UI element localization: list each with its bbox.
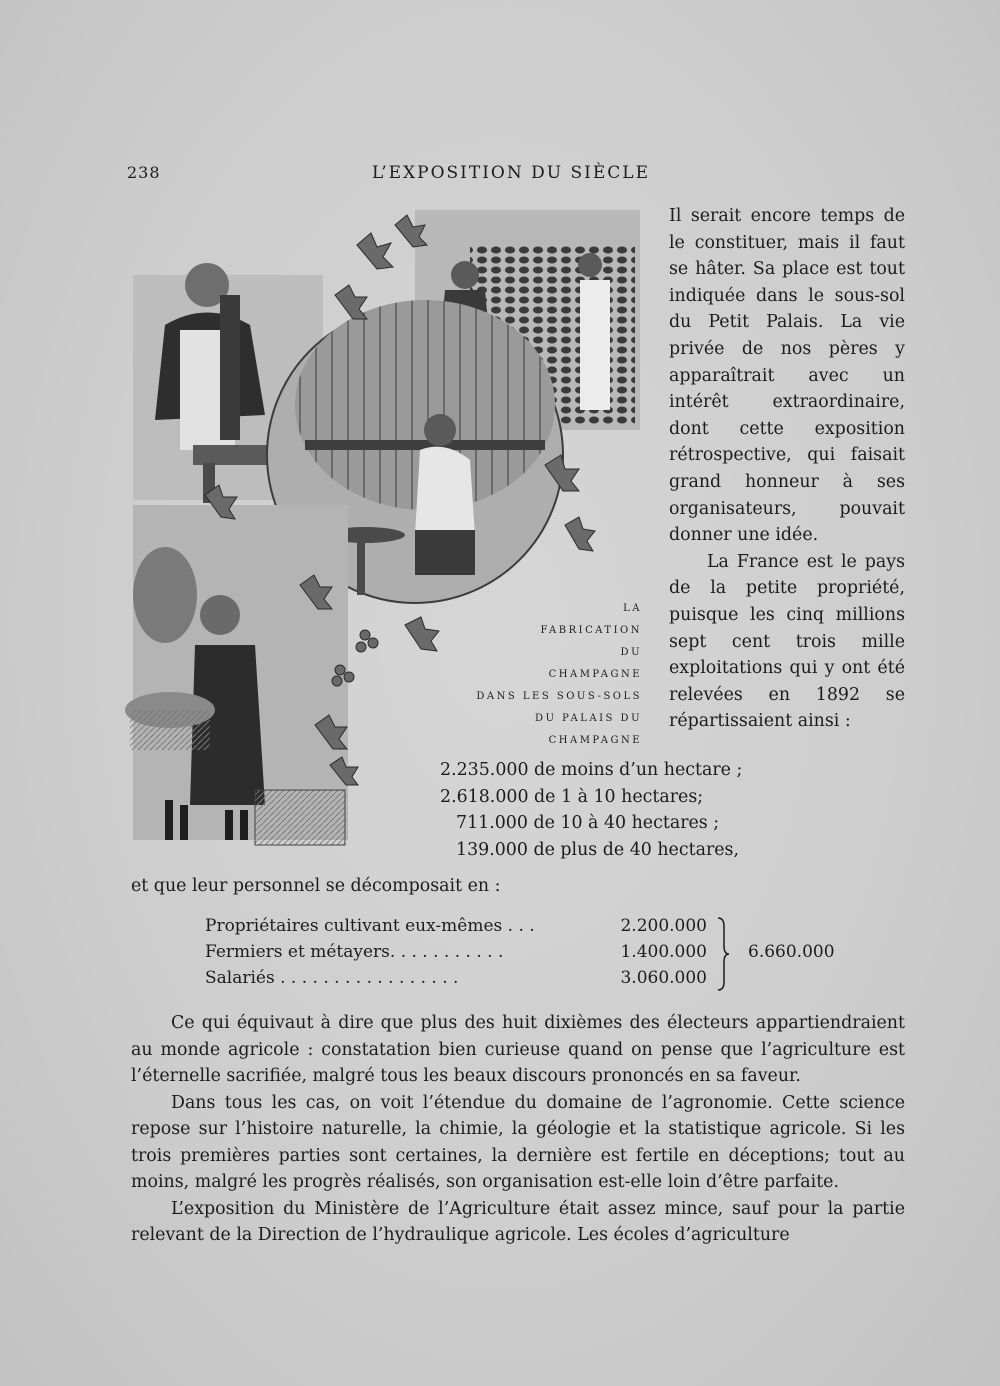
personnel-total: 6.660.000 [748,942,835,962]
right-column-text [669,203,905,735]
row-label: Fermiers et métayers. . . . . . . . . . . [205,942,504,962]
list-item: 2.235.000 de moins d’un hectare ; [440,760,743,780]
caption-line: CHAMPAGNE [548,669,642,680]
table-row [205,968,845,994]
running-title: L’EXPOSITION DU SIÈCLE [372,163,650,183]
caption-line: DU [620,647,642,658]
row-label: Salariés . . . . . . . . . . . . . . . . . [205,968,459,988]
body-text [131,1010,905,1249]
bottle-washing-scene [125,505,348,845]
brace-icon [715,916,731,992]
row-value: 3.060.000 [620,968,707,988]
hectare-list [440,757,760,863]
paragraph: Il serait encore temps de le constituer, mais il faut se hâter. Sa place est tout indiquée dans le sous-sol du Petit Palais. La vie privée de nos pères y apparaîtrait avec un intérêt extraordinaire, dont cette exposition rétrospective, qui faisait grand honneur à ses organisateurs, pouvait donner une idée. [669,206,905,546]
caption-line: DU PALAIS DU CHAMPAGNE [535,713,642,746]
paragraph: L’exposition du Ministère de l’Agriculture était assez mince, sauf pour la partie relevant de la Direction de l’hydraulique agricole. Les écoles d’agriculture [131,1198,905,1245]
caption-line: LA [623,603,642,614]
caption-line: FABRICATION [540,625,642,636]
list-item: 2.618.000 de 1 à 10 hectares; [440,786,704,807]
caption-line: DANS LES SOUS-SOLS [476,691,642,702]
list-item: 711.000 de 10 à 40 hectares ; [456,813,720,833]
paragraph: Dans tous les cas, on voit l’étendue du domaine de l’agronomie. Cette science repose sur l’histoire naturelle, la chimie, la géologie et la statistique agricole. Si les trois premières parties sont certaines, la dernière est fertile en déceptions; tout au moins, malgré les progrès réalisés, son organisation est-elle loin d’être parfaite. [131,1092,905,1192]
row-value: 2.200.000 [620,916,707,936]
illustration-caption [440,598,642,752]
paragraph: Ce qui équivaut à dire que plus des huit dixièmes des électeurs appartiendraient au monde agricole : constatation bien curieuse quand on pense que l’agriculture est l’éternelle sacrifiée, malgré tous les beaux discours prononcés en sa faveur. [131,1013,905,1086]
list-item: 139.000 de plus de 40 hectares, [456,839,739,860]
paragraph: La France est le pays de la petite propriété, puisque les cinq millions sept cent trois mille exploitations qui y ont été relevées en 1892 se répartissaient ainsi : [669,551,905,732]
page-number: 238 [127,163,161,182]
table-row [205,916,845,942]
personnel-intro: et que leur personnel se décomposait en : [131,876,501,896]
personnel-table [205,916,845,994]
row-value: 1.400.000 [620,942,707,962]
row-label: Propriétaires cultivant eux-mêmes . . . [205,916,535,936]
